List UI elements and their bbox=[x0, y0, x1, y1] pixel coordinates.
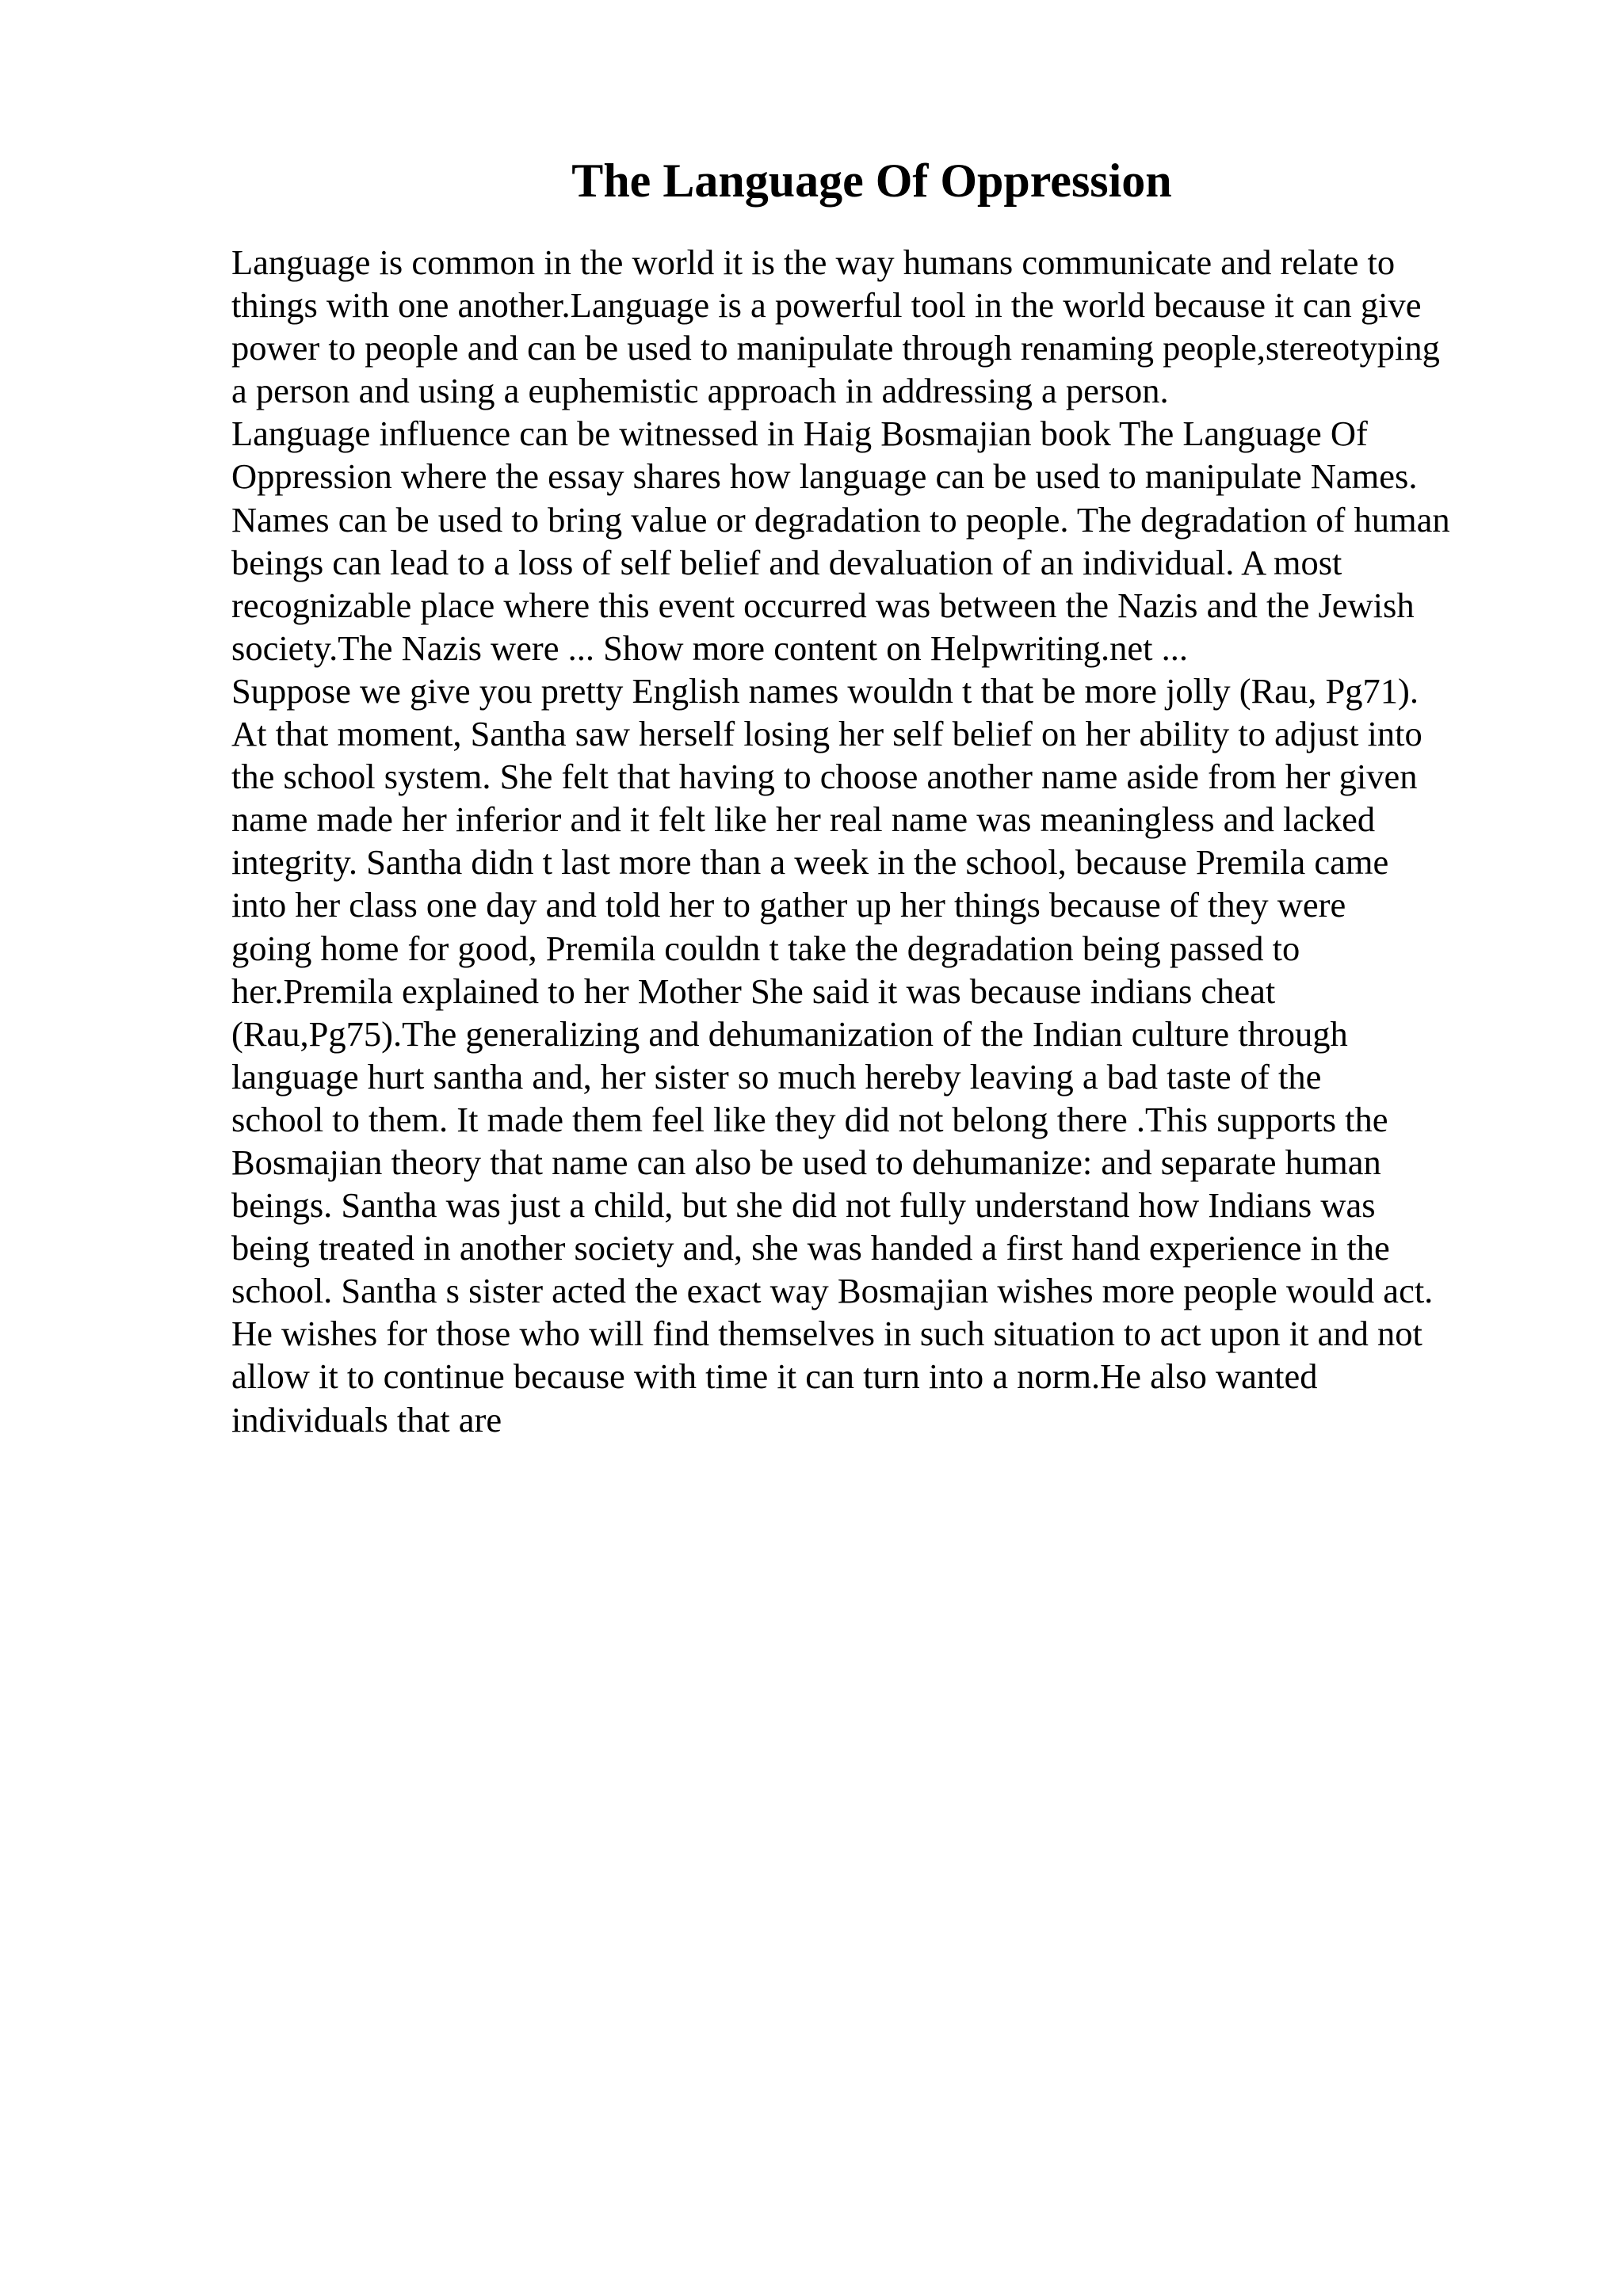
text-line: school. Santha s sister acted the exact way Bosmajian wishes more people would act. bbox=[231, 1271, 1434, 1311]
text-line: Suppose we give you pretty English names wouldn t that be more jolly (Rau, Pg71). bbox=[231, 670, 1419, 711]
text-line: integrity. Santha didn t last more than a week in the school, because Premila came bbox=[231, 842, 1389, 883]
text-line: recognizable place where this event occurred was between the Nazis and the Jewish bbox=[231, 585, 1415, 625]
text-line: Bosmajian theory that name can also be used to dehumanize: and separate human bbox=[231, 1142, 1381, 1182]
text-line: beings can lead to a loss of self belief and devaluation of an individual. A most bbox=[231, 542, 1342, 582]
text-line: beings. Santha was just a child, but she did not fully understand how Indians was bbox=[231, 1185, 1376, 1226]
text-line: He wishes for those who will find themselves in such situation to act upon it and not bbox=[231, 1314, 1423, 1354]
text-line: At that moment, Santha saw herself losing her self belief on her ability to adjust into bbox=[231, 714, 1423, 754]
text-line: allow it to continue because with time it can turn into a norm.He also wanted bbox=[231, 1356, 1318, 1397]
essay-body bbox=[231, 241, 1531, 1441]
text-line: being treated in another society and, she was handed a first hand experience in the bbox=[231, 1228, 1390, 1268]
text-line: (Rau,Pg75).The generalizing and dehumanization of the Indian culture through bbox=[231, 1013, 1348, 1054]
text-line: language hurt santha and, her sister so much hereby leaving a bad taste of the bbox=[231, 1056, 1322, 1097]
text-line: power to people and can be used to manipulate through renaming people,stereotyping bbox=[231, 328, 1440, 368]
document-title: The Language Of Oppression bbox=[571, 154, 1172, 207]
text-line: school to them. It made them feel like they did not belong there .This supports the bbox=[231, 1099, 1388, 1139]
text-line: Oppression where the essay shares how language can be used to manipulate Names. bbox=[231, 456, 1418, 497]
text-line: the school system. She felt that having to choose another name aside from her given bbox=[231, 757, 1418, 797]
text-line: a person and using a euphemistic approach in addressing a person. bbox=[231, 371, 1169, 411]
text-line: Language is common in the world it is the way humans communicate and relate to bbox=[231, 242, 1396, 282]
text-line: Names can be used to bring value or degradation to people. The degradation of human bbox=[231, 499, 1450, 540]
text-line: society.The Nazis were ... Show more content on Helpwriting.net ... bbox=[231, 627, 1188, 668]
text-line: things with one another.Language is a powerful tool in the world because it can give bbox=[231, 285, 1422, 326]
text-line: Language influence can be witnessed in Haig Bosmajian book The Language Of bbox=[231, 414, 1368, 454]
text-line: going home for good, Premila couldn t take the degradation being passed to bbox=[231, 928, 1300, 968]
text-line: name made her inferior and it felt like her real name was meaningless and lacked bbox=[231, 799, 1376, 840]
text-line: her.Premila explained to her Mother She said it was because indians cheat bbox=[231, 971, 1276, 1011]
text-line: into her class one day and told her to gather up her things because of they were bbox=[231, 885, 1346, 925]
text-line: individuals that are bbox=[231, 1399, 502, 1440]
